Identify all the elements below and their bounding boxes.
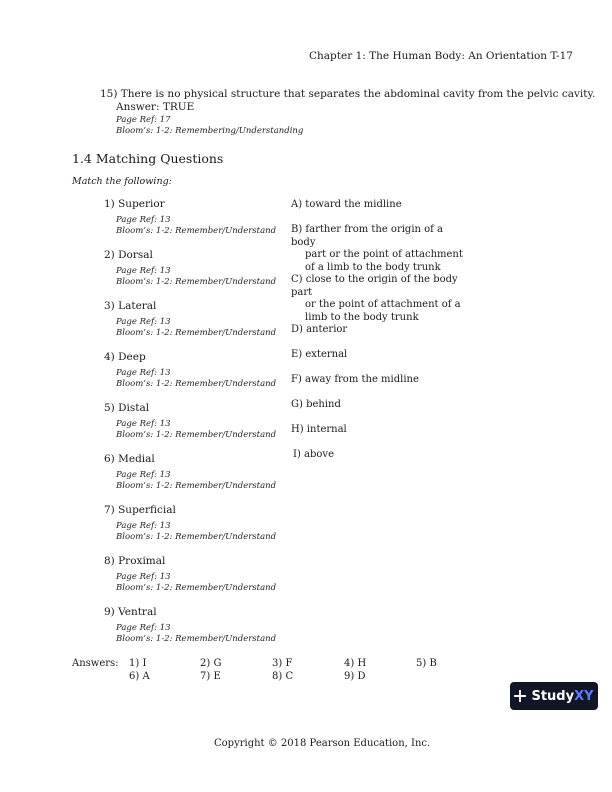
plus-icon [514, 690, 526, 702]
matching-item-page-ref: Page Ref: 13 [116, 521, 171, 531]
matching-item-label: 4) Deep [104, 351, 146, 363]
matching-item-label: 7) Superficial [104, 504, 176, 516]
answer-entry: 6) A [129, 671, 150, 682]
matching-item-blooms: Bloom’s: 1-2: Remember/Understand [116, 532, 277, 542]
option-b [291, 224, 466, 274]
option-continuation: or the point of attachment of a limb to the body trunk [305, 299, 461, 323]
option-h [291, 424, 466, 437]
answer-entry: 1) I [129, 658, 147, 669]
logo-text-main: Study [531, 688, 575, 704]
matching-item-blooms: Bloom’s: 1-2: Remember/Understand [116, 277, 277, 287]
matching-item-page-ref: Page Ref: 13 [116, 572, 171, 582]
matching-item-label: 8) Proximal [104, 555, 166, 567]
matching-item-page-ref: Page Ref: 13 [116, 419, 171, 429]
option-first-line: C) close to the origin of the body part [291, 274, 458, 298]
option-first-line: F) away from the midline [291, 374, 419, 385]
question-15-blooms: Bloom’s: 1-2: Remembering/Understanding [116, 126, 304, 136]
matching-item-label: 6) Medial [104, 453, 155, 465]
section-instruction: Match the following: [72, 176, 172, 187]
option-first-line: G) behind [291, 399, 341, 410]
matching-item-blooms: Bloom’s: 1-2: Remember/Understand [116, 379, 277, 389]
question-15-page-ref: Page Ref: 17 [116, 115, 171, 125]
option-a [291, 199, 466, 212]
matching-item-page-ref: Page Ref: 13 [116, 215, 171, 225]
answer-entry: 9) D [344, 671, 366, 682]
option-continuation: part or the point of attachment of a limb to the body trunk [305, 249, 463, 273]
answer-entry: 8) C [272, 671, 294, 682]
option-g [291, 399, 466, 412]
option-c [291, 274, 466, 324]
option-first-line: H) internal [291, 424, 347, 435]
answer-entry: 4) H [344, 658, 367, 669]
option-first-line: B) farther from the origin of a body [291, 224, 444, 248]
matching-item-page-ref: Page Ref: 13 [116, 317, 171, 327]
matching-item-label: 5) Distal [104, 402, 150, 414]
matching-item-label: 3) Lateral [104, 300, 157, 312]
answer-key-label: Answers: [72, 658, 119, 669]
answer-entry: 5) B [416, 658, 437, 669]
logo-wordmark [531, 689, 593, 704]
option-f [291, 374, 466, 387]
studyxy-logo[interactable] [510, 682, 598, 710]
matching-item-label: 1) Superior [104, 198, 165, 210]
answer-entry: 3) F [272, 658, 293, 669]
matching-item-label: 2) Dorsal [104, 249, 153, 261]
question-15-answer: Answer: TRUE [116, 101, 195, 113]
answer-entry: 2) G [200, 658, 222, 669]
matching-item-page-ref: Page Ref: 13 [116, 470, 171, 480]
matching-item-blooms: Bloom’s: 1-2: Remember/Understand [116, 328, 277, 338]
matching-item-page-ref: Page Ref: 13 [116, 368, 171, 378]
matching-item-page-ref: Page Ref: 13 [116, 266, 171, 276]
option-first-line: D) anterior [291, 324, 348, 335]
matching-item-blooms: Bloom’s: 1-2: Remember/Understand [116, 583, 277, 593]
option-first-line: A) toward the midline [291, 199, 402, 210]
matching-item-label: 9) Ventral [104, 606, 157, 618]
option-d [291, 324, 466, 337]
question-15-text: 15) There is no physical structure that separates the abdominal cavity from the pelvic cavity. [100, 88, 596, 100]
logo-text-accent: XY [574, 688, 594, 704]
matching-item-blooms: Bloom’s: 1-2: Remember/Understand [116, 634, 277, 644]
answer-entry: 7) E [200, 671, 221, 682]
section-title: 1.4 Matching Questions [72, 151, 224, 166]
option-first-line: I) above [293, 449, 334, 460]
copyright-footer: Copyright © 2018 Pearson Education, Inc. [214, 738, 431, 749]
matching-item-blooms: Bloom’s: 1-2: Remember/Understand [116, 481, 277, 491]
matching-item-page-ref: Page Ref: 13 [116, 623, 171, 633]
option-e [291, 349, 466, 362]
matching-item-blooms: Bloom’s: 1-2: Remember/Understand [116, 430, 277, 440]
matching-item-blooms: Bloom’s: 1-2: Remember/Understand [116, 226, 277, 236]
running-head: Chapter 1: The Human Body: An Orientation T-17 [309, 50, 573, 62]
option-first-line: E) external [291, 349, 348, 360]
option-i [293, 449, 468, 462]
